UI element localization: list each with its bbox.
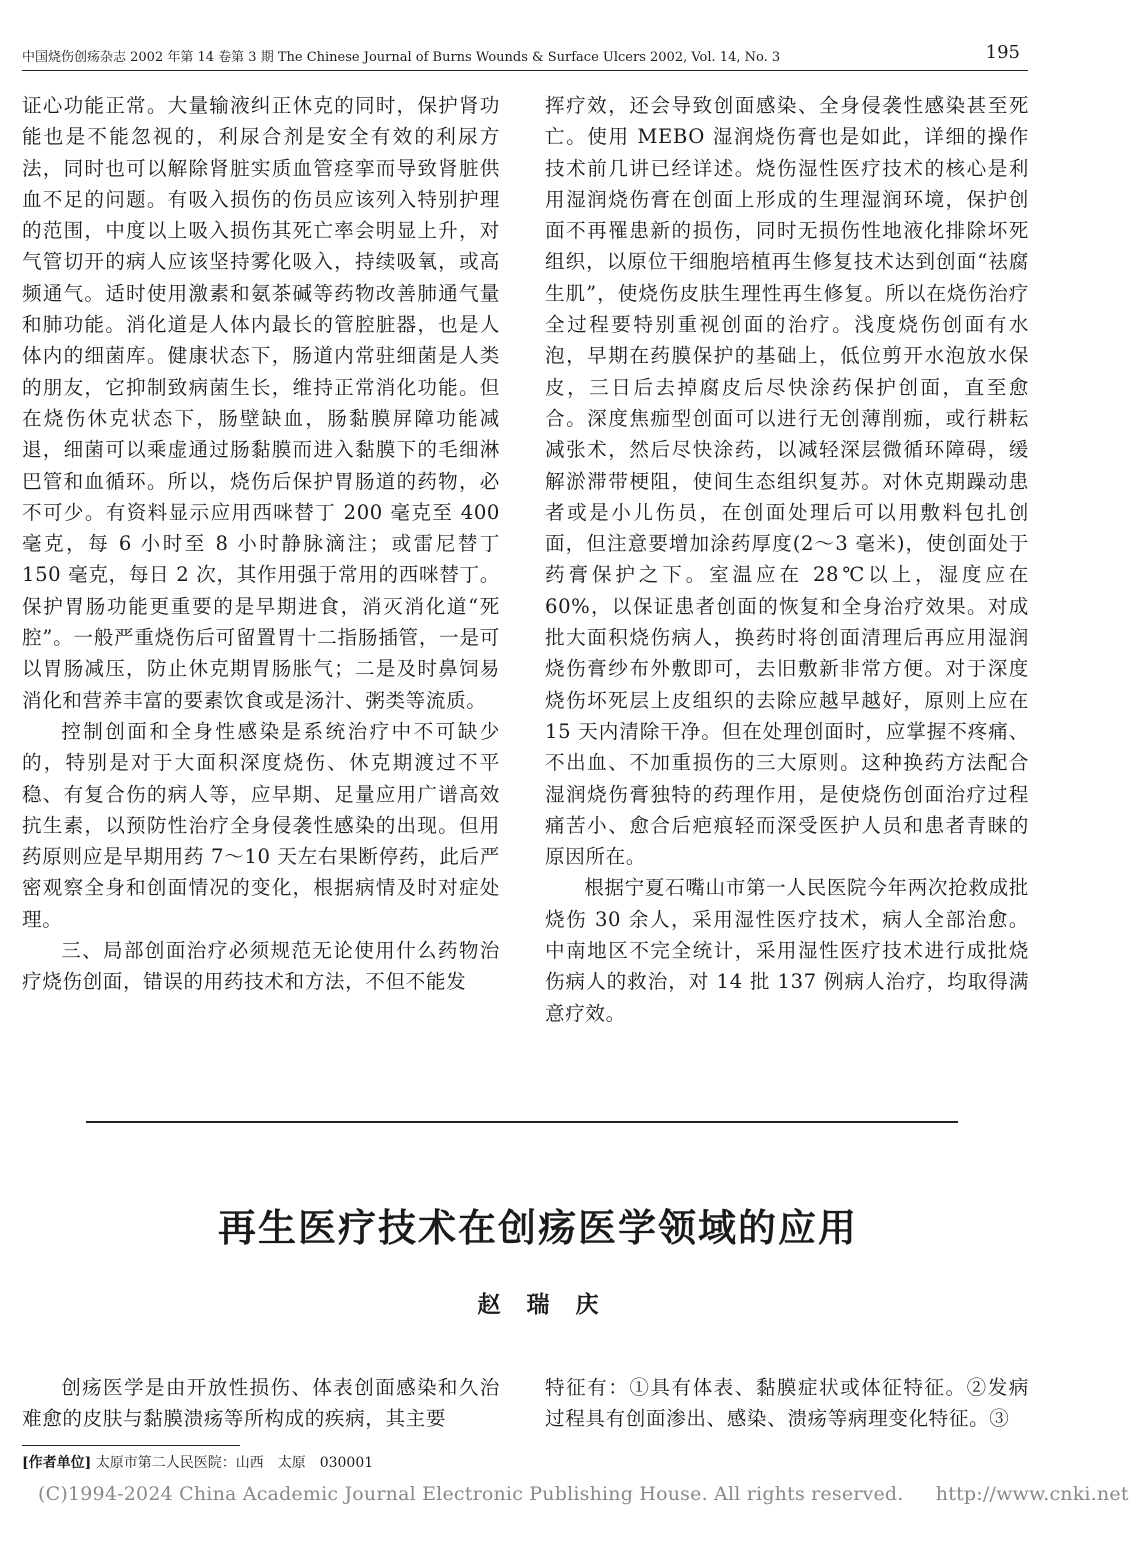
copyright-url: http://www.cnki.net — [935, 1483, 1129, 1505]
paragraph: 控制创面和全身性感染是系统治疗中不可缺少的，特别是对于大面积深度烧伤、休克期渡过不平稳、有复合伤的病人等，应早期、足量应用广谱高效抗生素，以预防性治疗全身侵袭性感染的出现。但用药原则应是早期用药 7～10 天左右果断停药，此后严密观察全身和创面情况的变化，根据病情及时对症处理。 — [22, 719, 500, 931]
affiliation-text: 太原市第二人民医院：山西 太原 030001 — [95, 1455, 374, 1471]
running-head-text: 中国烧伤创疡杂志 2002 年第 14 卷第 3 期 The Chinese Journal of Burns Wounds & Surface Ulcers 2002, Vol. 14, No. 3 — [22, 50, 781, 65]
article-author: 赵瑞庆 — [477, 1292, 625, 1318]
paragraph: 根据宁夏石嘴山市第一人民医院今年两次抢救成批烧伤 30 余人，采用湿性医疗技术，病人全部治愈。中南地区不完全统计，采用湿性医疗技术进行成批烧伤病人的救治，对 14 批 137 例病人治疗，均取得满意疗效。 — [545, 876, 1029, 1025]
intro-right — [545, 1372, 1029, 1435]
paragraph: 创疡医学是由开放性损伤、体表创面感染和久治难愈的皮肤与黏膜溃疡等所构成的疾病，其主要 — [22, 1376, 500, 1431]
paragraph: 特征有：①具有体表、黏膜症状或体征特征。②发病过程具有创面渗出、感染、溃疡等病理变化特征。③ — [545, 1376, 1029, 1431]
paragraph: 挥疗效，还会导致创面感染、全身侵袭性感染甚至死亡。使用 MEBO 湿润烧伤膏也是如此，详细的操作技术前几讲已经详述。烧伤湿性医疗技术的核心是利用湿润烧伤膏在创面上形成的生理湿润环境，保护创面不再罹患新的损伤，同时无损伤性地液化排除坏死组织，以原位干细胞培植再生修复技术达到创面“祛腐生肌”，使烧伤皮肤生理性再生修复。所以在烧伤治疗全过程要特别重视创面的治疗。浅度烧伤创面有水泡，早期在药膜保护的基础上，低位剪开水泡放水保皮，三日后去掉腐皮后尽快涂药保护创面，直至愈合。深度焦痂型创面可以进行无创薄削痂，或行耕耘减张术，然后尽快涂药，以减轻深层微循环障碍，缓解淤滞带梗阻，使间生态组织复苏。对休克期躁动患者或是小儿伤员，在创面处理后可以用敷料包扎创面，但注意要增加涂药厚度(2～3 毫米)，使创面处于药膏保护之下。室温应在 28℃以上，湿度应在 60%，以保证患者创面的恢复和全身治疗效果。对成批大面积烧伤病人，换药时将创面清理后再应用湿润烧伤膏纱布外敷即可，去旧敷新非常方便。对于深度烧伤坏死层上皮组织的去除应越早越好，原则上应在 15 天内清除干净。但在处理创面时，应掌握不疼痛、不出血、不加重损伤的三大原则。这种换药方法配合湿润烧伤膏独特的药理作用，是使烧伤创面治疗过程痛苦小、愈合后疤痕轻而深受医护人员和患者青睐的原因所在。 — [545, 94, 1029, 869]
author-affiliation — [22, 1452, 373, 1472]
section-divider — [86, 1121, 958, 1123]
copyright-notice — [38, 1483, 1129, 1505]
affiliation-label: [作者单位] — [22, 1455, 92, 1471]
page-number: 195 — [985, 42, 1020, 63]
running-header — [22, 40, 1028, 71]
article-title: 再生医疗技术在创疡医学领域的应用 — [217, 1206, 858, 1250]
copyright-text: (C)1994-2024 China Academic Journal Electronic Publishing House. All rights reserved. — [38, 1483, 904, 1505]
paragraph: 三、局部创面治疗必须规范无论使用什么药物治疗烧伤创面，错误的用药技术和方法，不但不能发 — [22, 939, 500, 994]
paragraph: 证心功能正常。大量输液纠正休克的同时，保护肾功能也是不能忽视的，利尿合剂是安全有效的利尿方法，同时也可以解除肾脏实质血管痉挛而导致肾脏供血不足的问题。有吸入损伤的伤员应该列入特别护理的范围，中度以上吸入损伤其死亡率会明显上升，对气管切开的病人应该坚持雾化吸入，持续吸氧，或高频通气。适时使用激素和氨茶碱等药物改善肺通气量和肺功能。消化道是人体内最长的管腔脏器，也是人体内的细菌库。健康状态下，肠道内常驻细菌是人类的朋友，它抑制致病菌生长，维持正常消化功能。但在烧伤休克状态下，肠壁缺血，肠黏膜屏障功能减退，细菌可以乘虚通过肠黏膜而进入黏膜下的毛细淋巴管和血循环。所以，烧伤后保护胃肠道的药物，必不可少。有资料显示应用西咪替丁 200 毫克至 400 毫克，每 6 小时至 8 小时静脉滴注；或雷尼替丁 150 毫克，每日 2 次，其作用强于常用的西咪替丁。保护胃肠功能更重要的是早期进食，消灭消化道“死腔”。一般严重烧伤后可留置胃十二指肠插管，一是可以胃肠减压，防止休克期胃肠胀气；二是及时鼻饲易消化和营养丰富的要素饮食或是汤汁、粥类等流质。 — [22, 94, 500, 712]
intro-left — [22, 1372, 500, 1435]
footnote-rule — [22, 1445, 240, 1446]
right-column — [545, 90, 1029, 1029]
left-column — [22, 90, 500, 998]
